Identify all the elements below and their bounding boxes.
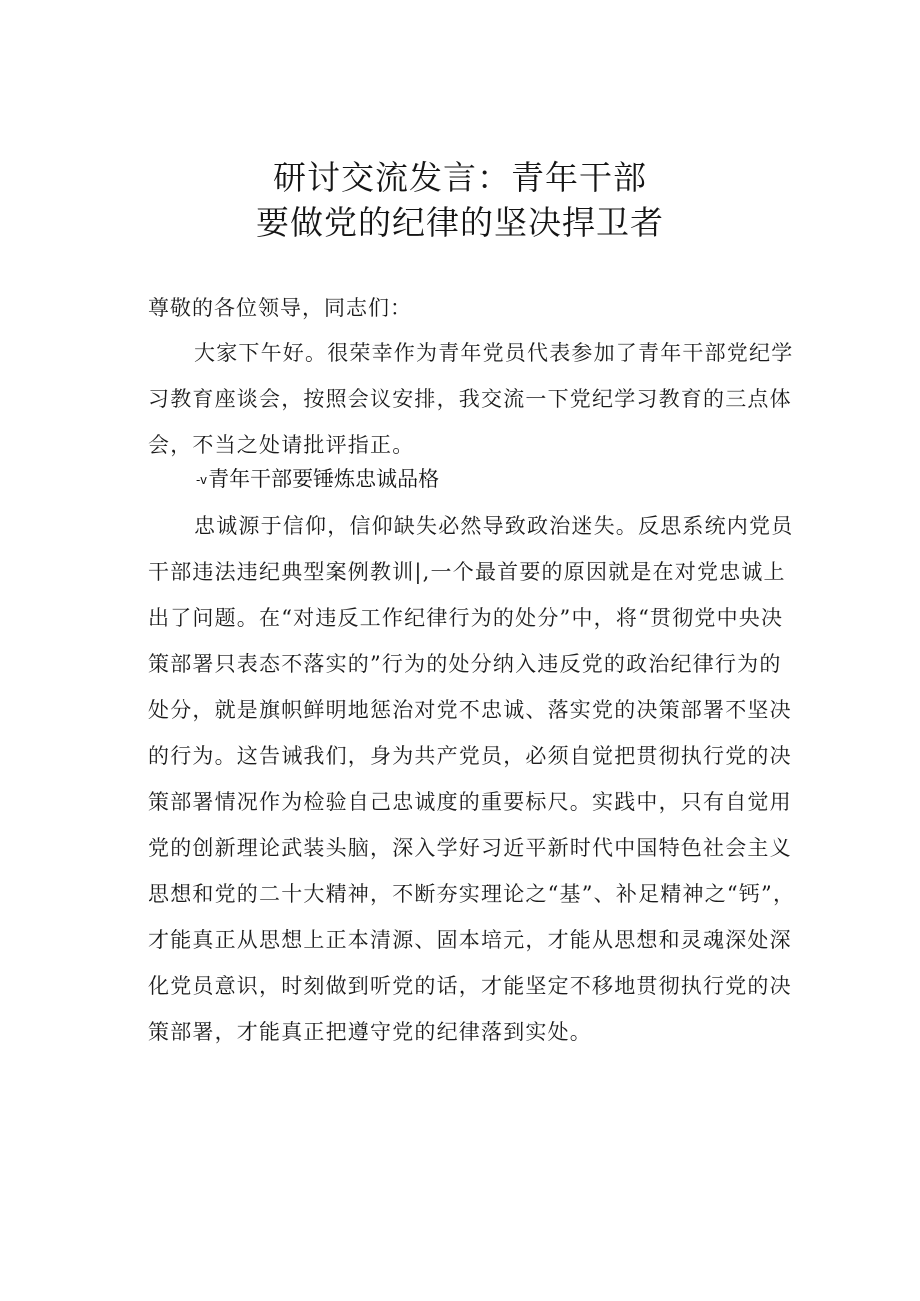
paragraph-loyalty: 忠诚源于信仰，信仰缺失必然导致政治迷失。反思系统内党员干部违法违纪典型案例教训|,一个最首要的原因就是在对党忠诚上出了问题。在“对违反工作纪律行为的处分”中，将“贯彻党中央决策部署只表态不落实的”行为的处分纳入违反党的政治纪律行为的处分，就是旗帜鲜明地惩治对党不忠诚、落实党的决策部署不坚决的行为。这告诫我们，身为共产党员，必须自觉把贯彻执行党的决策部署情况作为检验自己忠诚度的重要标尺。实践中，只有自觉用党的创新理论武装头脑，深入学好习近平新时代中国特色社会主义思想和党的二十大精神，不断夯实理论之“基”、补足精神之“钙”，才能真正从思想上正本清源、固本培元，才能从思想和灵魂深处深化党员意识，时刻做到听党的话，才能坚定不移地贯彻执行党的决策部署，才能真正把遵守党的纪律落到实处。 [148,514,796,1044]
section-heading [196,464,439,495]
section-marker: -v [196,473,208,487]
document-title-line-1: 研讨交流发言：青年干部 [273,158,647,197]
paragraph-intro: 大家下午好。很荣幸作为青年党员代表参加了青年干部党纪学习教育座谈会，按照会议安排，我交流一下党纪学习教育的三点体会，不当之处请批评指正。 [148,341,794,457]
document-title-line-2: 要做党的纪律的坚决捍卫者 [256,203,664,242]
salutation: 尊敬的各位领导，同志们： [148,296,412,320]
section-heading-text: 青年干部要锤炼忠诚品格 [208,467,440,491]
